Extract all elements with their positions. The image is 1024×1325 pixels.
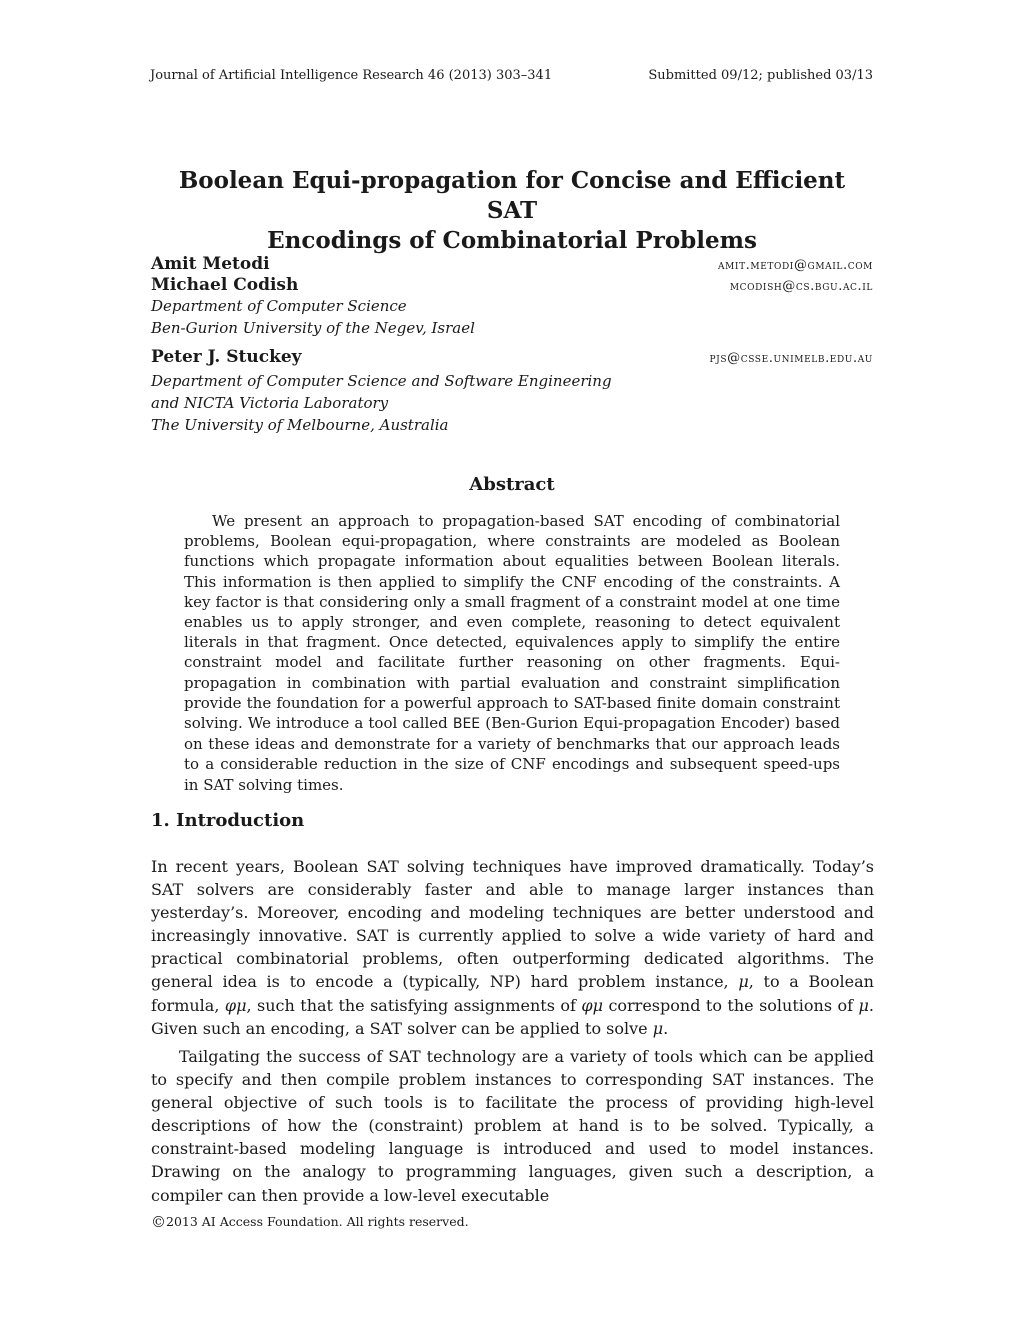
abstract-text-part: We present an approach to propagation-based SAT encoding of combinatorial problems, Boolean equi-propagation, where constraints are modeled as Boolean functions which propagate information about equalities between Boolean literals. This information is then applied to simplify the CNF encoding of the constraints. A key factor is that considering only a small fragment of a constraint model at one time enables us to apply stronger, and even complete, reasoning to detect equivalent literals in that fragment. Once detected, equivalences apply to simplify the entire constraint model and facilitate further reasoning on other fragments. Equi-propagation in combination with partial evaluation and constraint simplification provide the foundation for a powerful approach to SAT-based finite domain constraint solving. We introduce a tool called — [184, 512, 840, 733]
title-line-2: Encodings of Combinatorial Problems — [267, 227, 757, 254]
running-head-left: Journal of Artificial Intelligence Research 46 (2013) 303–341 — [150, 68, 553, 83]
affiliation-line: The University of Melbourne, Australia — [151, 416, 449, 434]
paragraph-text: . Given such an encoding, a SAT solver can be applied to solve — [151, 995, 874, 1038]
intro-paragraph-2: Tailgating the success of SAT technology are a variety of tools which can be applied to specify and then compile problem instances to corresponding SAT instances. The general objective of such tools is to facilitate the process of providing high-level descriptions of how the (constraint) problem at hand is to be solved. Typically, a constraint-based modeling language is introduced and used to model instances. Drawing on the analogy to programming languages, given such a description, a compiler can then provide a low-level executable — [151, 1047, 874, 1205]
author-email: amit.metodi@gmail.com — [718, 258, 873, 273]
affiliation-line: Department of Computer Science — [151, 297, 407, 315]
abstract-heading: Abstract — [469, 474, 555, 495]
paper-title — [150, 166, 874, 256]
tool-name: BEE — [452, 716, 481, 733]
math-symbol: μ — [738, 972, 749, 992]
author-name: Michael Codish — [151, 275, 299, 295]
affiliation-line: Ben-Gurion University of the Negev, Israel — [151, 319, 475, 337]
paragraph-text: . — [663, 1018, 669, 1038]
affiliation — [151, 295, 475, 339]
abstract-text-part: (Ben-Gurion Equi-propagation Encoder) based on these ideas and demonstrate for a variety of benchmarks that our approach leads to a considerable reduction in the size of CNF encodings and subsequent speed-ups in SAT solving times. — [184, 714, 841, 794]
author-name: Amit Metodi — [151, 254, 270, 274]
affiliation-line: and NICTA Victoria Laboratory — [151, 394, 389, 412]
math-symbol: φμ — [581, 995, 603, 1015]
intro-paragraph-1 — [151, 855, 874, 1040]
title-line-1: Boolean Equi-propagation for Concise and Efficient SAT — [178, 167, 846, 224]
paragraph-text: correspond to the solutions of — [602, 995, 859, 1015]
paragraph-text: In recent years, Boolean SAT solving techniques have improved dramatically. Today’s SAT solvers are considerably faster and able to manage larger instances than yesterday’s. Moreover, encoding and modeling techniques are better understood and increasingly innovative. SAT is currently applied to solve a wide variety of hard and practical combinatorial problems, often outperforming dedicated algorithms. The general idea is to encode a (typically, NP) hard problem instance, — [151, 857, 874, 992]
copyright-text: 2013 AI Access Foundation. All rights reserved. — [166, 1214, 469, 1229]
copyright-symbol: © — [151, 1213, 166, 1231]
author-name: Peter J. Stuckey — [151, 347, 302, 367]
math-symbol: μ — [858, 995, 869, 1015]
paragraph-text: , to a Boolean formula, — [151, 972, 874, 1015]
abstract-text — [184, 511, 840, 795]
section-heading: 1. Introduction — [151, 810, 305, 831]
running-head-right: Submitted 09/12; published 03/13 — [648, 68, 873, 83]
author-email: pjs@csse.unimelb.edu.au — [709, 351, 873, 366]
affiliation-line: Department of Computer Science and Software Engineering — [151, 372, 612, 390]
math-symbol: μ — [652, 1018, 664, 1038]
math-symbol: φμ — [224, 995, 247, 1015]
author-email: mcodish@cs.bgu.ac.il — [729, 279, 873, 294]
paragraph-text: , such that the satisfying assignments of — [246, 995, 582, 1015]
copyright-footer — [151, 1213, 469, 1231]
affiliation — [151, 370, 612, 436]
